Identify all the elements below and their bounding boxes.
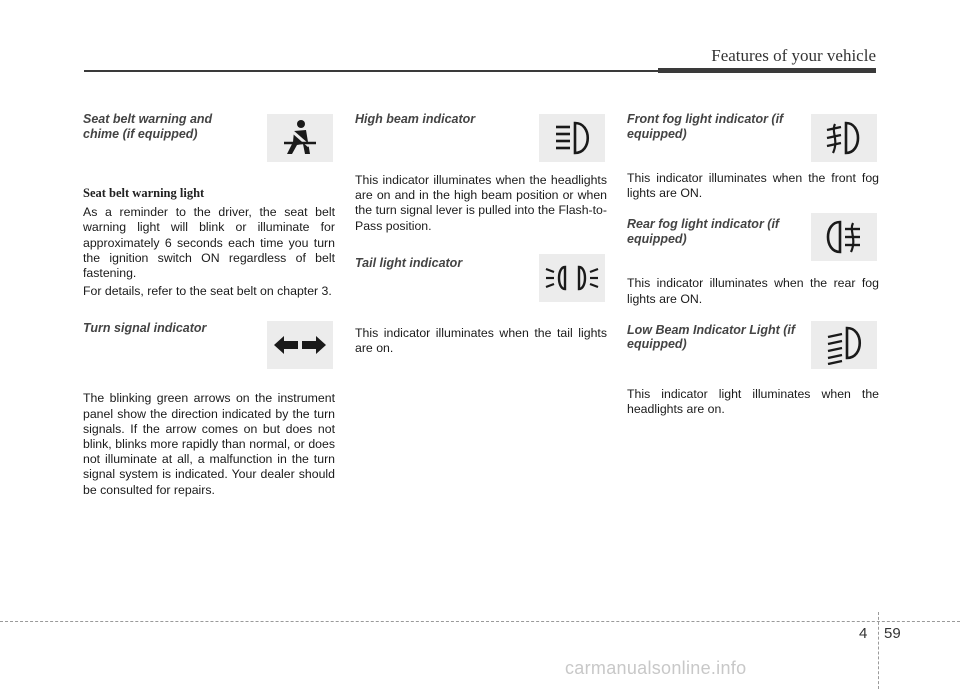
high-beam-icon	[539, 114, 605, 162]
high-beam-heading: High beam indicator	[355, 112, 476, 126]
header-rule-accent	[658, 68, 876, 73]
rear-fog-heading: Rear fog light indicator (if equipped)	[627, 217, 780, 246]
low-beam-paragraph: This indicator light illuminates when the headlights are on.	[627, 386, 879, 417]
turn-signal-arrows-icon	[267, 321, 333, 369]
watermark: carmanualsonline.info	[565, 658, 747, 678]
tail-light-section	[355, 256, 607, 326]
seatbelt-section	[83, 112, 335, 186]
section-title: Features of your vehicle	[711, 46, 876, 65]
front-fog-icon	[811, 114, 877, 162]
turn-signal-paragraph: The blinking green arrows on the instrument panel show the direction indicated by the turn signals. If the arrow comes on but does not blink, blinks more rapidly than normal, or does not illuminate at all, a malfunction in the turn signal system is indicated. Your dealer should be consulted for repairs.	[83, 391, 335, 497]
turn-signal-heading: Turn signal indicator	[83, 321, 207, 336]
column-middle	[355, 112, 607, 359]
rear-fog-paragraph: This indicator illuminates when the rear fog lights are ON.	[627, 276, 879, 306]
column-left	[83, 112, 335, 501]
seatbelt-heading: Seat belt warning and chime (if equipped)	[83, 112, 213, 141]
seatbelt-icon	[267, 114, 333, 162]
high-beam-section	[355, 112, 607, 173]
footer-rule	[0, 621, 960, 622]
tail-light-paragraph: This indicator illuminates when the tail lights are on.	[355, 325, 607, 356]
tail-light-heading: Tail light indicator	[355, 255, 463, 270]
seatbelt-reference: For details, refer to the seat belt on chapter 3.	[83, 284, 332, 299]
seatbelt-paragraph: As a reminder to the driver, the seat belt warning light will blink or illuminate for approximately 6 seconds each time you turn the ignition switch ON regardless of belt fastening.	[83, 205, 335, 281]
low-beam-section	[627, 323, 879, 387]
front-fog-heading: Front fog light indicator (if equipped)	[627, 112, 784, 141]
page-number: 59	[884, 625, 901, 642]
rear-fog-section	[627, 217, 879, 276]
high-beam-paragraph: This indicator illuminates when the headlights are on and in the high beam position or when the turn signal lever is pulled into the Flash-to-Pass position.	[355, 173, 607, 233]
turn-signal-section	[83, 321, 335, 391]
tail-light-icon	[539, 254, 605, 302]
low-beam-heading: Low Beam Indicator Light (if equipped)	[627, 322, 796, 352]
low-beam-icon	[811, 321, 877, 369]
front-fog-paragraph: This indicator illuminates when the front fog lights are ON.	[627, 171, 879, 201]
rear-fog-icon	[811, 213, 877, 261]
front-fog-section	[627, 112, 879, 171]
seatbelt-subheading: Seat belt warning light	[83, 186, 205, 200]
chapter-number: 4	[859, 625, 868, 642]
column-right	[627, 112, 879, 420]
footer-divider	[878, 612, 879, 689]
